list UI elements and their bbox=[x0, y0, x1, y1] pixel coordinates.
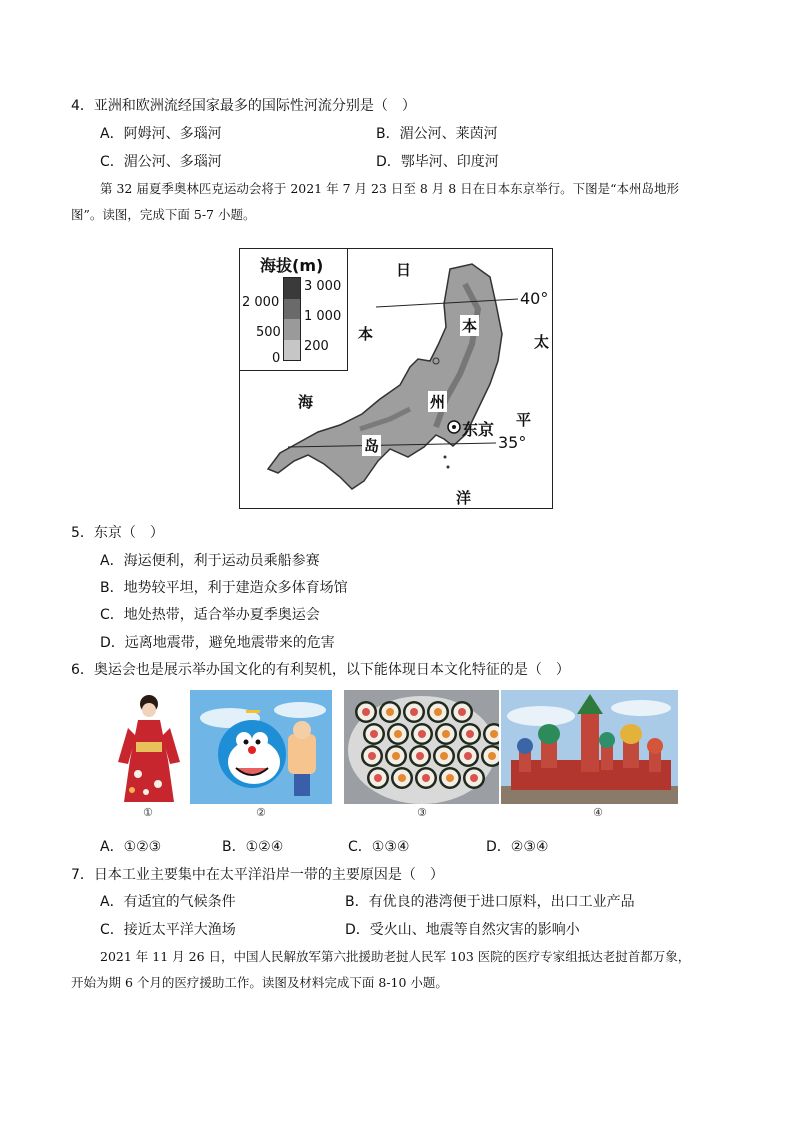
passage1-line2: 图”。读图，完成下面 5-7 小题。 bbox=[71, 207, 256, 222]
photo-sushi bbox=[344, 690, 499, 804]
photo-number-3: ③ bbox=[417, 806, 427, 819]
q4-option-b: B．湄公河、莱茵河 bbox=[376, 126, 498, 142]
ocean-label-tai: 太 bbox=[534, 333, 550, 351]
q7-option-c: C．接近太平洋大渔场 bbox=[100, 922, 236, 938]
q5-option-d: D．远离地震带，避免地震带来的危害 bbox=[100, 635, 335, 651]
legend-level-3000: 3 000 bbox=[304, 279, 342, 294]
legend-level-200: 200 bbox=[304, 339, 329, 354]
q7-stem: 7．日本工业主要集中在太平洋沿岸一带的主要原因是（ ） bbox=[71, 867, 444, 883]
q4-stem: 4．亚洲和欧洲流经国家最多的国际性河流分别是（ ） bbox=[71, 98, 416, 114]
legend-left-2000: 2 000 bbox=[242, 295, 280, 310]
ocean-label-yang: 洋 bbox=[456, 489, 472, 507]
q7-option-d: D．受火山、地震等自然灾害的影响小 bbox=[345, 922, 580, 938]
legend-left-500: 500 bbox=[256, 325, 281, 340]
passage2-line2: 开始为期 6 个月的医疗援助工作。读图及材料完成下面 8-10 小题。 bbox=[71, 975, 448, 990]
legend-swatch bbox=[284, 278, 300, 299]
q6-option-d: D．②③④ bbox=[486, 839, 549, 855]
photo-number-4: ④ bbox=[593, 806, 603, 819]
q5-option-b: B．地势较平坦，利于建造众多体育场馆 bbox=[100, 580, 348, 596]
island-label-dao: 岛 bbox=[364, 437, 380, 455]
q6-stem: 6．奥运会也是展示举办国文化的有利契机，以下能体现日本文化特征的是（ ） bbox=[71, 662, 570, 678]
q7-option-b: B．有优良的港湾便于进口原料，出口工业产品 bbox=[345, 894, 635, 910]
q5-stem: 5．东京（ ） bbox=[71, 525, 164, 541]
q5-option-a: A．海运便利，利于运动员乘船参赛 bbox=[100, 553, 320, 569]
photo-doraemon bbox=[190, 690, 332, 804]
legend-left-0: 0 bbox=[272, 351, 281, 366]
legend-swatch bbox=[284, 319, 300, 340]
sea-label-hai: 海 bbox=[298, 393, 314, 411]
sea-label-ri: 日 bbox=[396, 261, 412, 279]
legend-swatch bbox=[284, 340, 300, 361]
q6-option-b: B．①②④ bbox=[222, 839, 284, 855]
island-label-ben: 本 bbox=[462, 317, 478, 335]
q4-option-d: D．鄂毕河、印度河 bbox=[376, 154, 499, 170]
honshu-terrain-map bbox=[239, 248, 553, 509]
q6-option-c: C．①③④ bbox=[348, 839, 410, 855]
q7-option-a: A．有适宜的气候条件 bbox=[100, 894, 236, 910]
photo-number-2: ② bbox=[256, 806, 266, 819]
q4-option-a: A．阿姆河、多瑙河 bbox=[100, 126, 222, 142]
sea-label-ben: 本 bbox=[358, 325, 374, 343]
passage2-line1: 2021 年 11 月 26 日，中国人民解放军第六批援助老挝人民军 103 医院的医疗专家组抵达老挝首都万象， bbox=[100, 949, 691, 964]
photo-number-1: ① bbox=[143, 806, 153, 819]
q6-option-a: A．①②③ bbox=[100, 839, 162, 855]
q5-option-c: C．地处热带，适合举办夏季奥运会 bbox=[100, 607, 320, 623]
latitude-35-label: 35° bbox=[498, 433, 527, 452]
latitude-40-label: 40° bbox=[520, 289, 549, 308]
photo-kimono bbox=[110, 690, 188, 804]
island-label-zhou: 州 bbox=[430, 393, 446, 411]
q4-option-c: C．湄公河、多瑙河 bbox=[100, 154, 222, 170]
legend-color-bar bbox=[283, 277, 301, 361]
elevation-legend bbox=[240, 249, 348, 371]
passage1-line1: 第 32 届夏季奥林匹克运动会将于 2021 年 7 月 23 日至 8 月 8 日在日本东京举行。下图是“本州岛地形 bbox=[100, 181, 680, 196]
ocean-label-ping: 平 bbox=[516, 411, 532, 429]
legend-level-1000: 1 000 bbox=[304, 309, 342, 324]
city-label-tokyo: 东京 bbox=[462, 420, 495, 439]
legend-swatch bbox=[284, 299, 300, 320]
legend-title: 海拔(m) bbox=[260, 256, 324, 275]
photo-cathedral bbox=[501, 690, 678, 804]
